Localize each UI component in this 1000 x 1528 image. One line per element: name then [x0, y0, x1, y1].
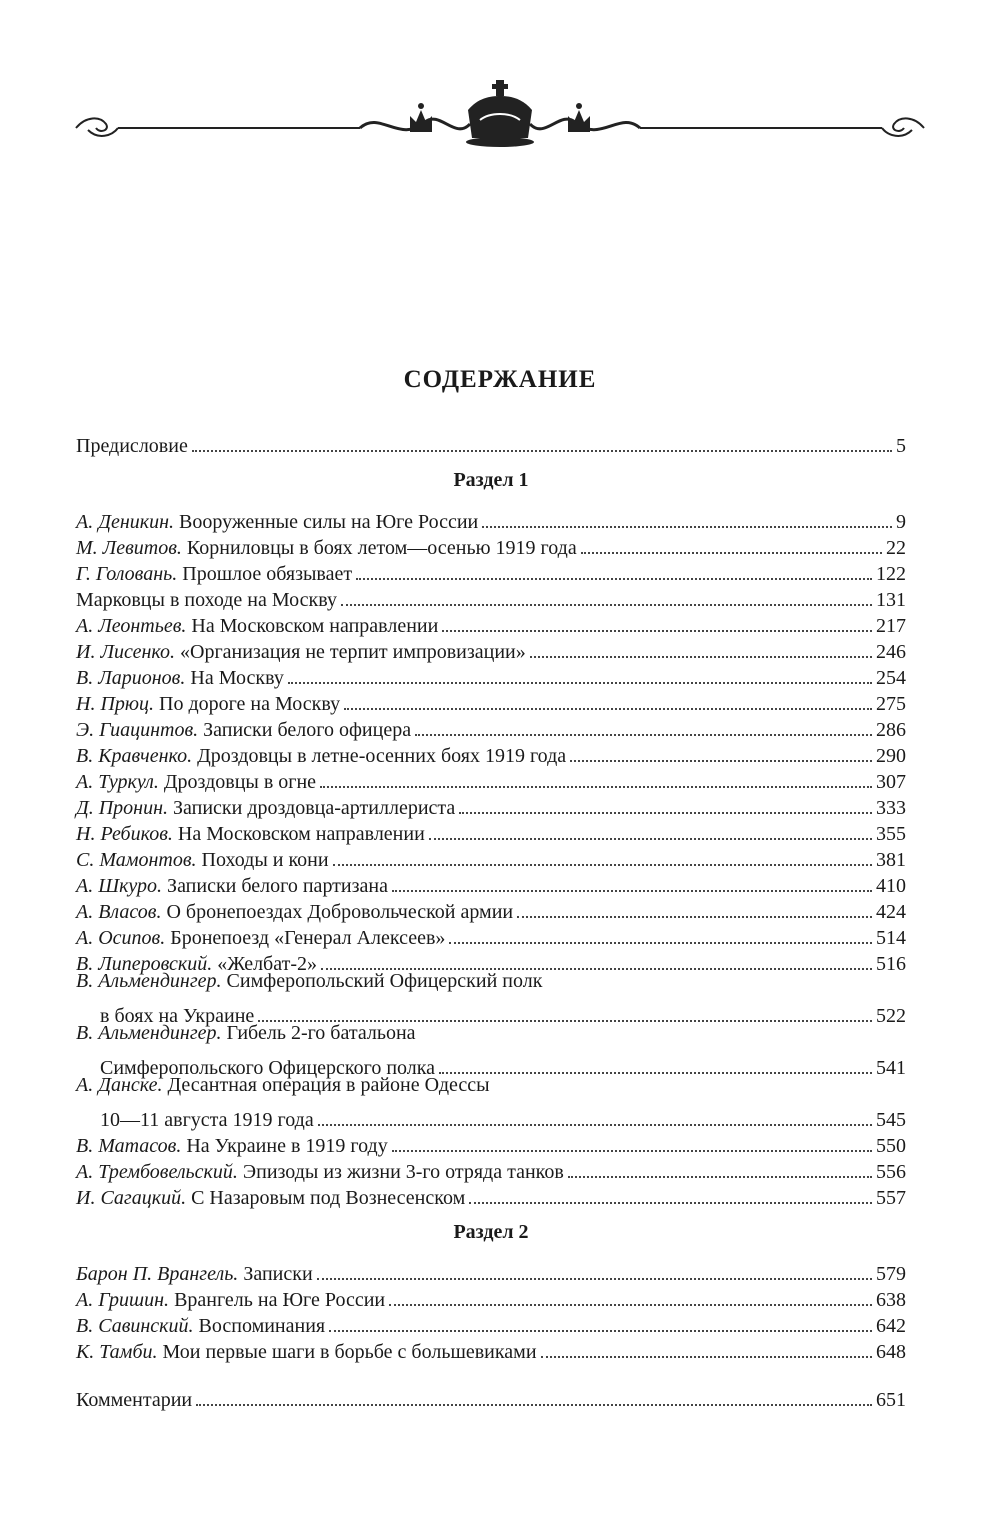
- entry-page: 557: [876, 1187, 906, 1209]
- leader-dots: [530, 630, 872, 658]
- leader-dots: [392, 864, 872, 892]
- entry-title: Корниловцы в боях летом—осенью 1919 года: [186, 537, 577, 559]
- entry-page: 541: [876, 1057, 906, 1079]
- toc-entry[interactable]: [76, 1072, 906, 1098]
- entry-line: [76, 1185, 469, 1211]
- entry-page: 355: [876, 823, 906, 845]
- entry-author: И. Лисенко.: [76, 641, 175, 663]
- leader-dots: [442, 604, 872, 632]
- entry-page: 307: [876, 771, 906, 793]
- entry-page: 22: [886, 537, 906, 559]
- leader-dots: [288, 656, 872, 684]
- section-2-list: [76, 1252, 906, 1363]
- toc-entry-comments[interactable]: [76, 1378, 906, 1411]
- entry-title: Комментарии: [76, 1389, 193, 1411]
- entry-page: 648: [876, 1341, 906, 1363]
- entry-page: 522: [876, 1005, 906, 1027]
- entry-line: [76, 1133, 392, 1159]
- leader-dots: [329, 1304, 872, 1332]
- entry-title-continued: в боях на Украине: [100, 1005, 255, 1027]
- entry-line: [76, 1313, 329, 1339]
- entry-page: 254: [876, 667, 906, 689]
- entry-page: 579: [876, 1263, 906, 1285]
- entry-author: В. Кравченко.: [76, 745, 193, 767]
- entry-author: Барон П. Врангель.: [76, 1263, 239, 1285]
- entry-author: Н. Ребиков.: [76, 823, 173, 845]
- entry-author: К. Тамби.: [76, 1341, 158, 1363]
- leader-dots: [459, 786, 872, 814]
- entry-line: [76, 873, 392, 899]
- entry-title: Предисловие: [76, 435, 188, 457]
- entry-page: 333: [876, 797, 906, 819]
- entry-author: А. Власов.: [76, 901, 162, 923]
- entry-page: 514: [876, 927, 906, 949]
- entry-title: Симферопольский Офицерский полк: [226, 970, 543, 992]
- entry-line: [76, 769, 320, 795]
- header-ornament: [0, 60, 1000, 160]
- entry-title-continued: Симферопольского Офицерского полка: [100, 1057, 436, 1079]
- leader-dots: [570, 734, 872, 762]
- entry-title: Вооруженные силы на Юге России: [179, 511, 479, 533]
- entry-page: 556: [876, 1161, 906, 1183]
- entry-title: «Желбат-2»: [217, 953, 317, 975]
- entry-line: [76, 1020, 420, 1046]
- leader-dots: [541, 1330, 872, 1358]
- entry-title: Гибель 2-го батальона: [226, 1022, 416, 1044]
- entry-title: Походы и кони: [201, 849, 329, 871]
- toc-entry-continuation[interactable]: [76, 1098, 906, 1131]
- entry-page: 545: [876, 1109, 906, 1131]
- entry-author: А. Осипов.: [76, 927, 166, 949]
- entry-page: 217: [876, 615, 906, 637]
- entry-author: В. Альмендингер.: [76, 1022, 222, 1044]
- entry-title: На Московском направлении: [191, 615, 439, 637]
- entry-author: М. Левитов.: [76, 537, 182, 559]
- entry-line: [76, 509, 482, 535]
- leader-dots: [356, 552, 872, 580]
- toc-entry-preface[interactable]: [76, 424, 906, 457]
- entry-line: [76, 587, 341, 613]
- toc-entry[interactable]: [76, 968, 906, 994]
- entry-line: [76, 795, 459, 821]
- leader-dots: [517, 890, 872, 918]
- entry-title: Дроздовцы в летне-осенних боях 1919 года: [197, 745, 567, 767]
- entry-author: Д. Пронин.: [76, 797, 169, 819]
- entry-page: 381: [876, 849, 906, 871]
- entry-title: На Москву: [190, 667, 284, 689]
- entry-title: Врангель на Юге России: [174, 1289, 386, 1311]
- entry-author: А. Туркул.: [76, 771, 159, 793]
- toc-entry[interactable]: [76, 1252, 906, 1285]
- entry-page: 122: [876, 563, 906, 585]
- entry-page: 516: [876, 953, 906, 975]
- table-of-contents: [76, 424, 906, 1411]
- leader-dots: [318, 1098, 872, 1126]
- toc-entry[interactable]: [76, 500, 906, 533]
- entry-page: 424: [876, 901, 906, 923]
- leader-dots: [317, 1252, 872, 1280]
- entry-author: В. Савинский.: [76, 1315, 194, 1337]
- leader-dots: [389, 1278, 872, 1306]
- leader-dots: [333, 838, 872, 866]
- toc-entry[interactable]: [76, 1020, 906, 1046]
- entry-title: Воспоминания: [198, 1315, 326, 1337]
- entry-title-continued: 10—11 августа 1919 года: [100, 1109, 314, 1131]
- entry-line: [76, 1072, 494, 1098]
- entry-title: «Организация не терпит импровизации»: [180, 641, 526, 663]
- leader-dots: [392, 1124, 872, 1152]
- entry-title: Дроздовцы в огне: [163, 771, 317, 793]
- entry-title: На Украине в 1919 году: [186, 1135, 388, 1157]
- entry-author: А. Деникин.: [76, 511, 175, 533]
- toc-entry-continuation[interactable]: [76, 1046, 906, 1079]
- entry-title: Прошлое обязывает: [182, 563, 353, 585]
- leader-dots: [341, 578, 872, 606]
- entry-line: [76, 847, 333, 873]
- leader-dots: [429, 812, 872, 840]
- entry-title: Мои первые шаги в борьбе с большевиками: [162, 1341, 537, 1363]
- entry-page: 550: [876, 1135, 906, 1157]
- leader-dots: [258, 994, 872, 1022]
- section-heading-1: Раздел 1: [453, 469, 529, 491]
- leader-dots: [196, 1378, 872, 1406]
- entry-page: 638: [876, 1289, 906, 1311]
- leader-dots: [415, 708, 872, 736]
- entry-line: [76, 691, 344, 717]
- leader-dots: [321, 942, 872, 970]
- entry-line: [76, 561, 356, 587]
- leader-dots: [439, 1046, 872, 1074]
- entry-author: В. Липеровский.: [76, 953, 213, 975]
- entry-author: Э. Гиацинтов.: [76, 719, 199, 741]
- entry-page: 286: [876, 719, 906, 741]
- entry-page: 642: [876, 1315, 906, 1337]
- entry-author: В. Альмендингер.: [76, 970, 222, 992]
- entry-author: В. Матасов.: [76, 1135, 182, 1157]
- entry-line: [76, 1339, 541, 1365]
- entry-page: 9: [896, 511, 906, 533]
- entry-page: 275: [876, 693, 906, 715]
- entry-author: С. Мамонтов.: [76, 849, 197, 871]
- section-heading-2: Раздел 2: [453, 1221, 529, 1243]
- entry-title: Бронепоезд «Генерал Алексеев»: [170, 927, 446, 949]
- entry-author: В. Ларионов.: [76, 667, 186, 689]
- entry-title: Записки: [243, 1263, 313, 1285]
- entry-page: 651: [876, 1389, 906, 1411]
- leader-dots: [581, 526, 882, 554]
- entry-title: С Назаровым под Вознесенском: [191, 1187, 466, 1209]
- entry-title: Эпизоды из жизни 3-го отряда танков: [242, 1161, 564, 1183]
- entry-author: А. Трембовельский.: [76, 1161, 238, 1183]
- entry-author: Г. Головань.: [76, 563, 178, 585]
- entry-author: А. Гришин.: [76, 1289, 170, 1311]
- entry-title: На Московском направлении: [177, 823, 425, 845]
- entry-author: И. Сагацкий.: [76, 1187, 187, 1209]
- entry-author: А. Шкуро.: [76, 875, 163, 897]
- section-1-list: [76, 500, 906, 1209]
- entry-line: [76, 613, 442, 639]
- entry-page: 290: [876, 745, 906, 767]
- toc-entry-continuation[interactable]: [76, 994, 906, 1027]
- leader-dots: [192, 424, 892, 452]
- entry-line: [76, 968, 546, 994]
- entry-author: А. Леонтьев.: [76, 615, 187, 637]
- leader-dots: [320, 760, 872, 788]
- entry-line: [76, 1261, 317, 1287]
- entry-title: По дороге на Москву: [159, 693, 341, 715]
- entry-page: 410: [876, 875, 906, 897]
- entry-title: Записки дроздовца-артиллериста: [173, 797, 456, 819]
- leader-dots: [469, 1176, 872, 1204]
- entry-page: 5: [896, 435, 906, 457]
- page-title: СОДЕРЖАНИЕ: [403, 366, 597, 393]
- entry-author: Н. Прюц.: [76, 693, 154, 715]
- entry-title: Марковцы в походе на Москву: [76, 589, 338, 611]
- entry-line: [76, 665, 288, 691]
- entry-page: 131: [876, 589, 906, 611]
- entry-line: [76, 717, 415, 743]
- entry-title: Десантная операция в районе Одессы: [167, 1074, 490, 1096]
- entry-page: 246: [876, 641, 906, 663]
- leader-dots: [568, 1150, 872, 1178]
- leader-dots: [344, 682, 872, 710]
- leader-dots: [482, 500, 892, 528]
- leader-dots: [449, 916, 872, 944]
- entry-title: О бронепоездах Добровольческой армии: [166, 901, 514, 923]
- entry-title: Записки белого партизана: [167, 875, 388, 897]
- entry-author: А. Данске.: [76, 1074, 163, 1096]
- entry-title: Записки белого офицера: [203, 719, 412, 741]
